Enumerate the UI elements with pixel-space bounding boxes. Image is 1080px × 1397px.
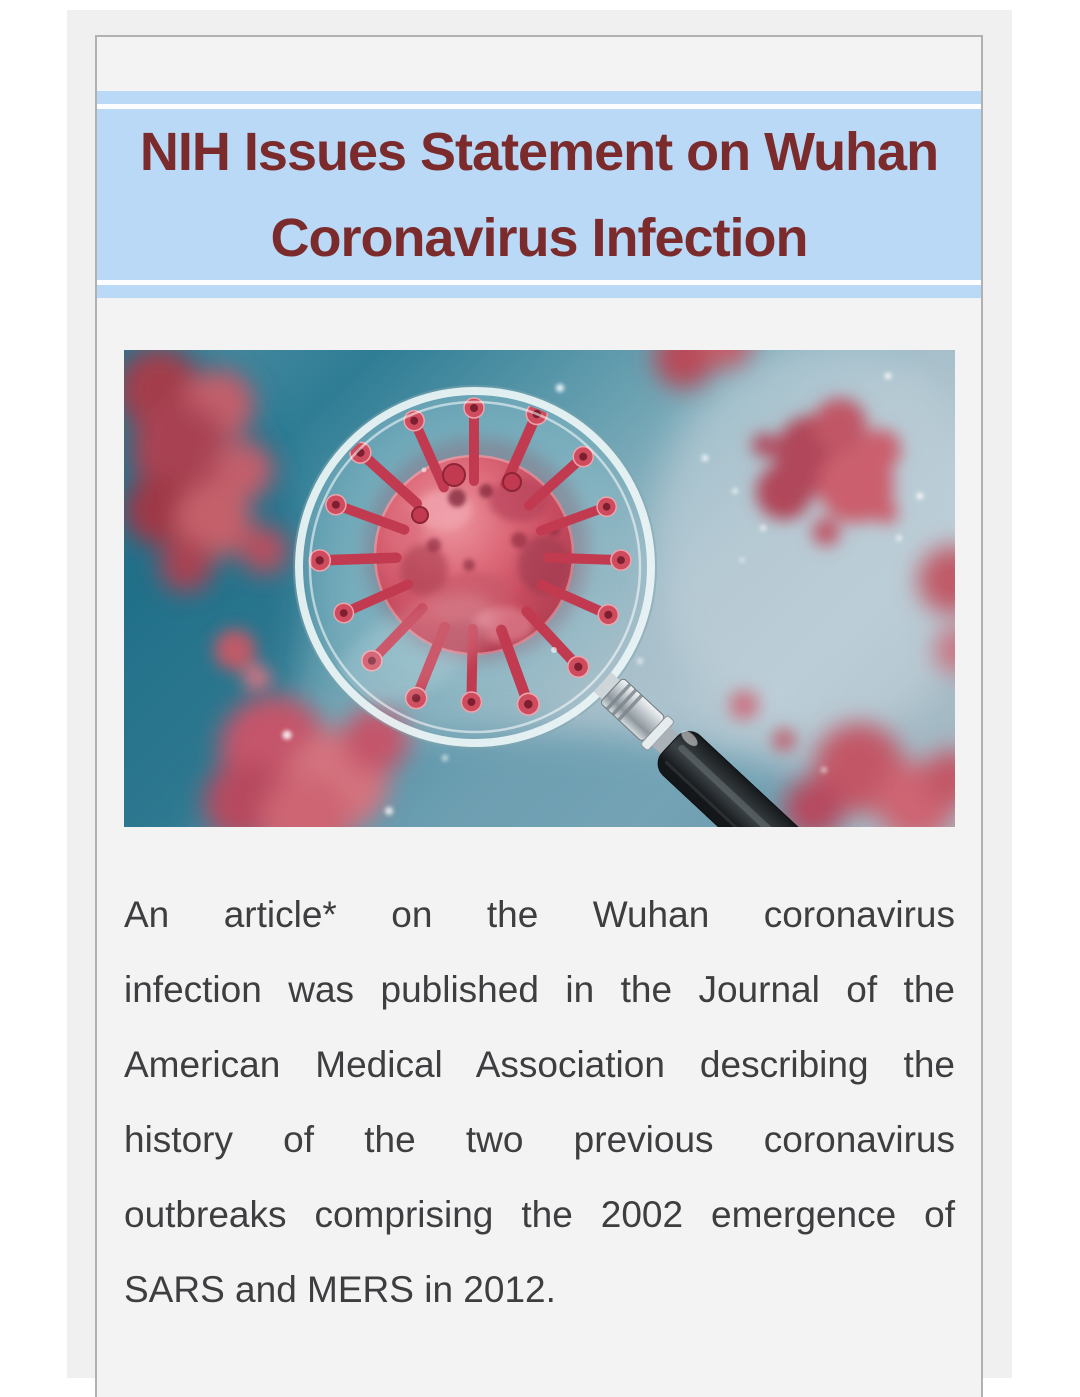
article-text-line: An article* on the Wuhan coronavirus	[124, 894, 955, 935]
article-title-line2: Coronavirus Infection	[270, 207, 808, 268]
header-band-strip-bottom	[97, 285, 981, 298]
article-text-line: outbreaks comprising the 2002 emergence of	[124, 1194, 955, 1235]
coronavirus-magnifier-illustration	[124, 350, 955, 827]
hero-image	[124, 350, 955, 827]
article-title	[97, 109, 981, 280]
article-text-line: infection was published in the Journal of the	[124, 969, 955, 1010]
image-spacer	[97, 298, 981, 350]
article-body	[124, 877, 955, 1327]
card-top-spacer	[97, 37, 981, 91]
article-title-line1: NIH Issues Statement on Wuhan	[139, 121, 939, 182]
article-card	[95, 35, 983, 1397]
article-header-band	[97, 91, 981, 298]
article-text-line: American Medical Association describing the	[124, 1044, 955, 1085]
page-background-panel	[67, 10, 1012, 1378]
article-text-line: history of the two previous coronavirus	[124, 1119, 955, 1160]
article-text-line: SARS and MERS in 2012.	[124, 1269, 556, 1310]
header-band-strip-top	[97, 91, 981, 104]
